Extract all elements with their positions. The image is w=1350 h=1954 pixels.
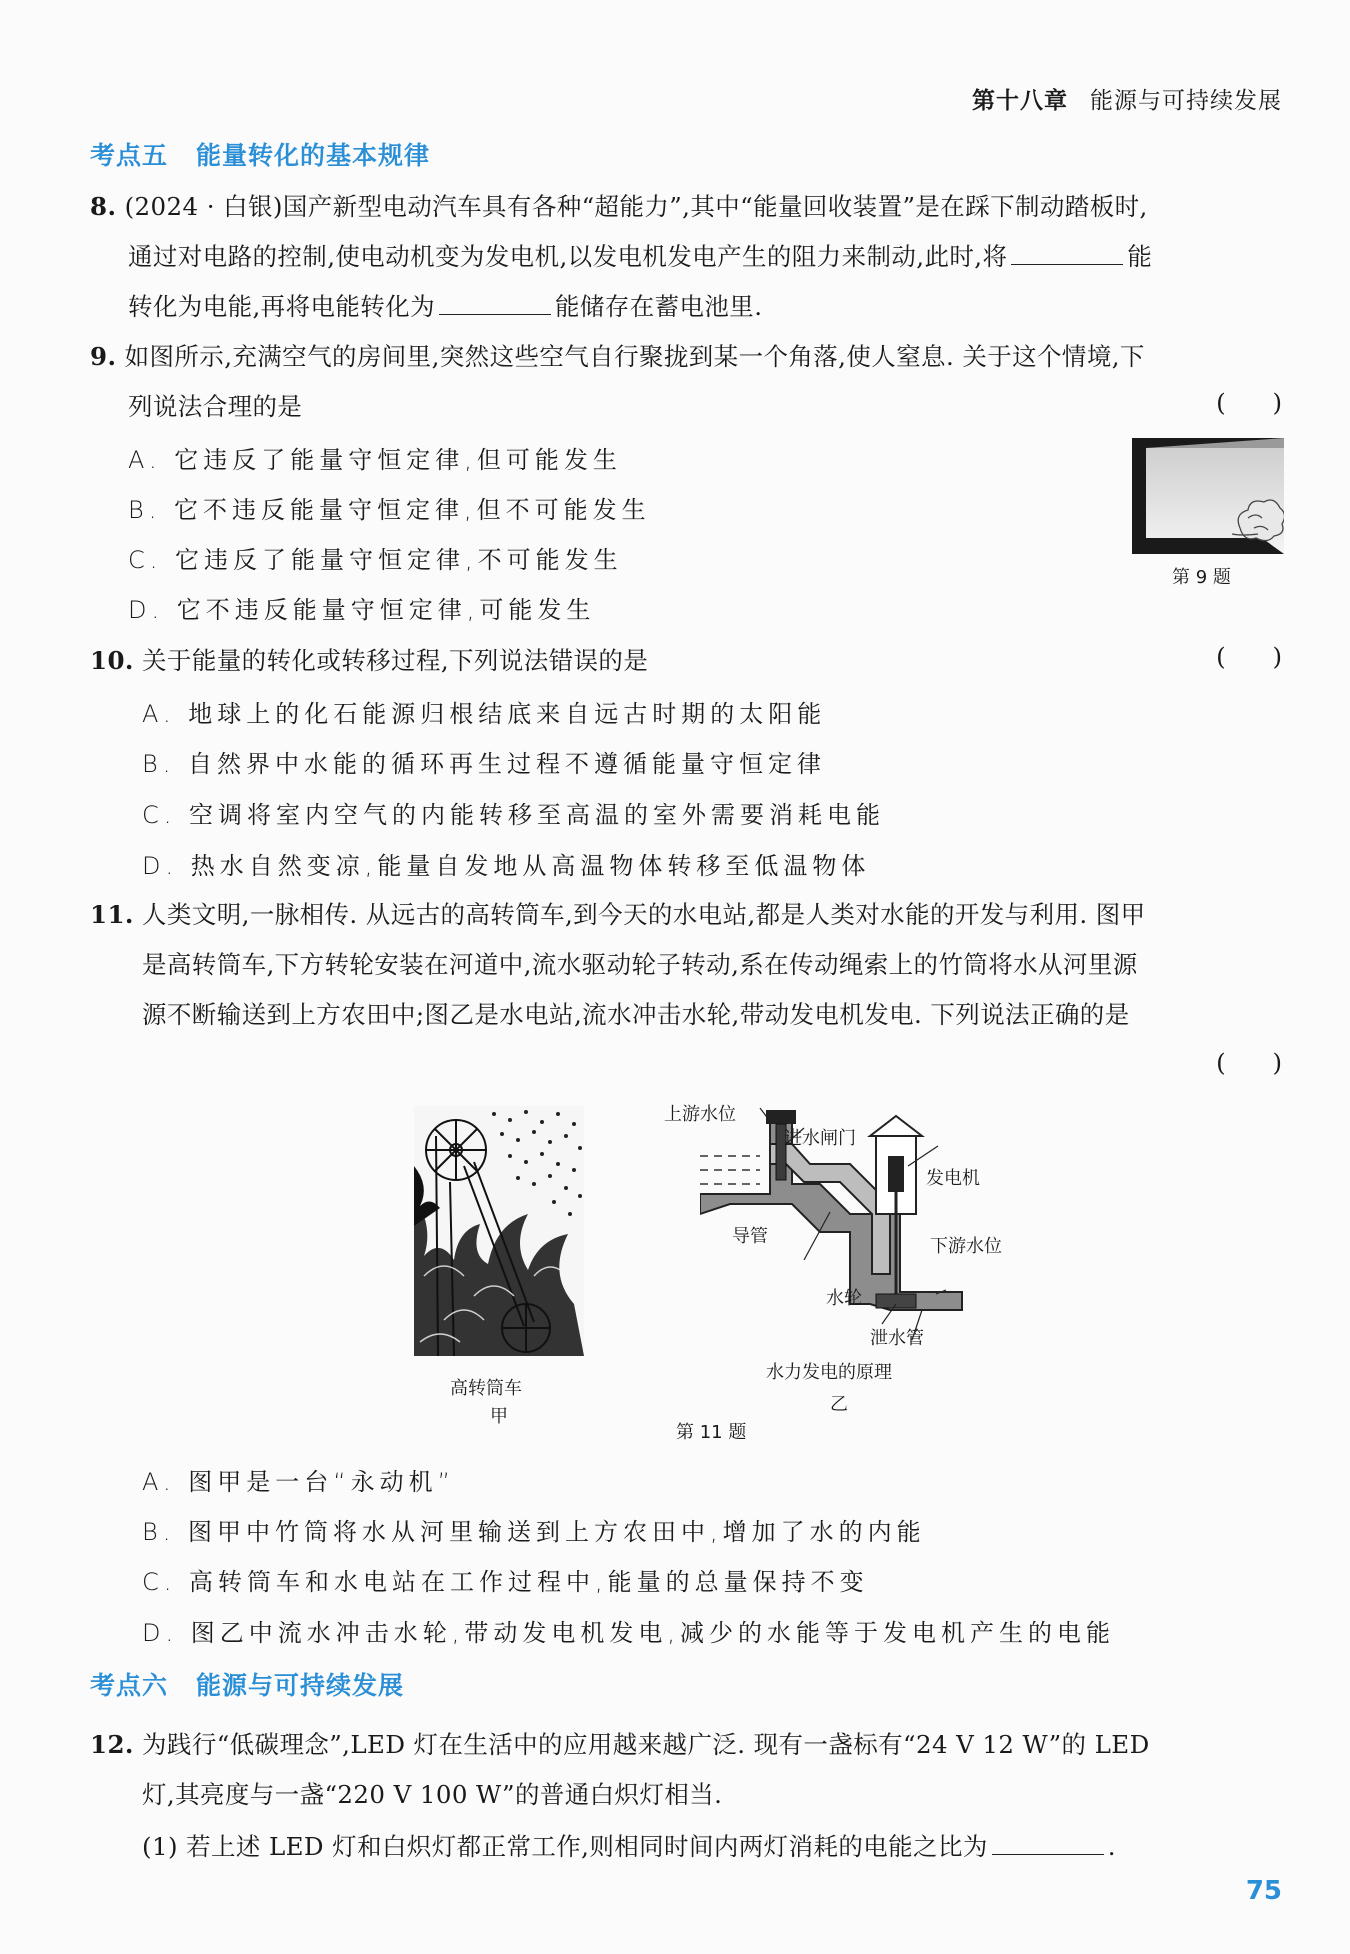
figure-right-caption: 水力发电的原理: [766, 1362, 892, 1383]
question-text: 是高转筒车,下方转轮安装在河道中,流水驱动轮子转动,系在传动绳索上的竹筒将水从河里源: [142, 950, 1138, 979]
option-c[interactable]: C. 空调将室内空气的内能转移至高温的室外需要消耗电能: [142, 801, 886, 829]
figure-left-caption: 高转筒车: [450, 1378, 522, 1399]
section-heading-5: [90, 136, 430, 172]
question-number: 8.: [90, 192, 117, 221]
question-text: .: [1107, 1832, 1116, 1861]
label-upstream: 上游水位: [664, 1104, 736, 1125]
question-12-line-2: [142, 1776, 722, 1811]
question-text: (2024 · 白银)国产新型电动汽车具有各种“超能力”,其中“能量回收装置”是在踩下制动踏板时,: [124, 192, 1148, 221]
question-number: 9.: [90, 342, 117, 371]
section-label: 考点五: [90, 141, 169, 170]
question-text: 源不断输送到上方农田中;图乙是水电站,流水冲击水轮,带动发电机发电. 下列说法正确的是: [142, 1000, 1130, 1029]
question-text: 人类文明,一脉相传. 从远古的高转筒车,到今天的水电站,都是人类对水能的开发与利用. 图甲: [142, 900, 1146, 929]
answer-parentheses[interactable]: ( ): [1216, 388, 1282, 417]
option-a[interactable]: A. 它违反了能量守恒定律,但可能发生: [128, 446, 622, 474]
question-12-sub-1: [142, 1828, 1116, 1863]
section-heading-6: [90, 1666, 404, 1702]
question-text: 转化为电能,再将电能转化为: [128, 292, 435, 321]
page-header: [972, 82, 1282, 115]
question-8-line-2: [128, 238, 1152, 273]
option-d[interactable]: D. 热水自然变凉,能量自发地从高温物体转移至低温物体: [142, 852, 871, 880]
option-b[interactable]: B. 自然界中水能的循环再生过程不遵循能量守恒定律: [142, 750, 826, 778]
answer-blank[interactable]: [992, 1834, 1104, 1855]
section-title: 能源与可持续发展: [196, 1671, 405, 1700]
label-generator: 发电机: [926, 1168, 980, 1189]
label-gate: 进水闸门: [784, 1128, 856, 1149]
option-a[interactable]: A. 地球上的化石能源归根结底来自远古时期的太阳能: [142, 700, 827, 728]
question-text: 为践行“低碳理念”,LED 灯在生活中的应用越来越广泛. 现有一盏标有“24 V 12 W”的 LED: [142, 1730, 1150, 1759]
section-title: 能量转化的基本规律: [196, 141, 431, 170]
answer-parentheses[interactable]: ( ): [1216, 642, 1282, 671]
question-number: 12.: [90, 1730, 134, 1759]
option-c[interactable]: C. 高转筒车和水电站在工作过程中,能量的总量保持不变: [142, 1568, 869, 1596]
answer-blank[interactable]: [439, 294, 551, 315]
label-downstream: 下游水位: [930, 1236, 1002, 1257]
option-c[interactable]: C. 它违反了能量守恒定律,不可能发生: [128, 546, 623, 574]
chapter-label: 第十八章: [972, 88, 1068, 114]
option-a[interactable]: A. 图甲是一台“永动机”: [142, 1468, 456, 1496]
answer-parentheses[interactable]: ( ): [1216, 1048, 1282, 1077]
waterwheel-illustration: [414, 1106, 584, 1356]
question-number: 11.: [90, 900, 134, 929]
question-8-line-3: [128, 288, 762, 323]
figure-right-sub: 乙: [830, 1394, 848, 1415]
figure-caption: 第 11 题: [676, 1422, 747, 1443]
question-text: 列说法合理的是: [128, 392, 303, 421]
question-11-line-3: [142, 996, 1130, 1031]
option-b[interactable]: B. 它不违反能量守恒定律,但不可能发生: [128, 496, 651, 524]
question-11-line-1: [90, 896, 1146, 931]
question-text: (1) 若上述 LED 灯和白炽灯都正常工作,则相同时间内两灯消耗的电能之比为: [142, 1832, 988, 1861]
question-12-line-1: [90, 1726, 1150, 1761]
answer-blank[interactable]: [1011, 244, 1123, 265]
page-number: 75: [1245, 1876, 1282, 1906]
option-d[interactable]: D. 它不违反能量守恒定律,可能发生: [128, 596, 596, 624]
section-label: 考点六: [90, 1671, 169, 1700]
figure-caption: 第 9 题: [1172, 567, 1231, 588]
question-8-line-1: [90, 188, 1148, 223]
figure-left-sub: 甲: [490, 1406, 508, 1427]
chapter-title: 能源与可持续发展: [1090, 88, 1282, 114]
room-figure: [1132, 438, 1284, 554]
question-text: 灯,其亮度与一盏“220 V 100 W”的普通白炽灯相当.: [142, 1780, 723, 1809]
question-9-line-1: [90, 338, 1145, 373]
question-10-line-1: [90, 642, 648, 677]
question-text: 通过对电路的控制,使电动机变为发电机,以发电机发电产生的阻力来制动,此时,将: [128, 242, 1008, 271]
label-drain: 泄水管: [870, 1328, 924, 1349]
question-text: 如图所示,充满空气的房间里,突然这些空气自行聚拢到某一个角落,使人窒息. 关于这个情境,下: [124, 342, 1145, 371]
label-pipe: 导管: [732, 1226, 768, 1247]
question-text: 能: [1127, 242, 1153, 271]
option-b[interactable]: B. 图甲中竹筒将水从河里输送到上方农田中,增加了水的内能: [142, 1518, 926, 1546]
question-text: 能储存在蓄电池里.: [555, 292, 763, 321]
question-9-line-2: [128, 388, 302, 423]
question-number: 10.: [90, 646, 134, 675]
question-text: 关于能量的转化或转移过程,下列说法错误的是: [142, 646, 649, 675]
question-11-line-2: [142, 946, 1138, 981]
option-d[interactable]: D. 图乙中流水冲击水轮,带动发电机发电,减少的水能等于发电机产生的电能: [142, 1619, 1115, 1647]
label-turbine: 水轮: [826, 1288, 862, 1309]
